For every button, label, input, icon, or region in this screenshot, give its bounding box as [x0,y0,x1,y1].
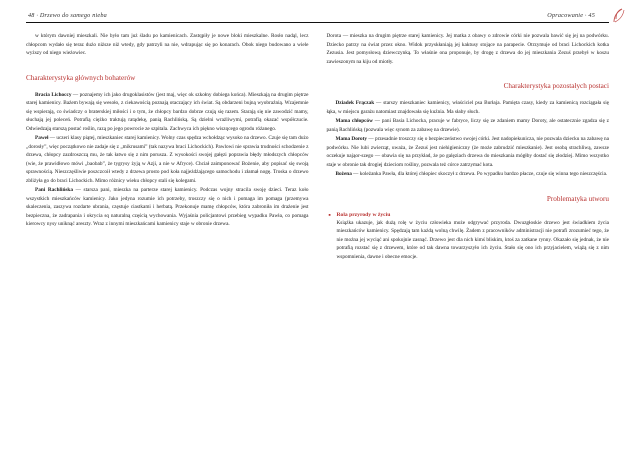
character-name: Pani Rachlińska [35,187,73,193]
character-entry [327,99,610,116]
character-description: — pani Basia Lichocka, pracuje w fabryce, liczy się ze zdaniem mamy Doroty, ale ostatecznie zgadza się z panią Rachlińską (pozwala więc synom za zabawę na drzewie). [326,118,609,133]
character-name: Bracia Lichoccy [35,91,72,98]
section-heading-label: Charakterystyka głównych bohaterów [26,74,140,82]
character-name: Dziadek Frączak [335,100,375,106]
bullet-text: Książka ukazuje, jak dużą rolę w życiu człowieka może odgrywać przyroda. Dwuzgłoskie drzewo jest świadkiem życia mieszkańców kamienicy. Spędzają tam każdą wolną chwilę. Żadem z pracowników administracji nie potrafi zrozumieć tego, że nie można jej wyciąć ani spokojnie zasnąć. Drzewo jest dla nich kimś bliskim, ktoś za zatkane rynny. Okazało się jednak, że nie potrafią rozstać się z drzewem, które od tak dawna towarzyszyło ich życiu. Stało się ono ich przyjacielem, wiążą się z nim wspomnienia, dawne i obecne emocje. [336,219,609,260]
character-name: Bożena [335,171,352,177]
character-description: — przesadnie troszczy się o bezpieczeństwo swojej córki. Jest nadopiekunicza, nie pozwala dziecku na zabawę na podwórku. Nie lubi zwierząt, uważa, że Zezuś jest niehigieniczny (że może zabrudzić mieszkanie). Jest osobą strachliwą, zawsze oczekuje nająor-szego — obawia się na przykład, że po galęziach drzewa do mieszkania mógłby dostać się złodziej. Mimo wszystko staje w obronie tak drogiej dzieciom rośliny, pozwala też córce zatrzymać kota. [326,136,609,168]
columns-container [26,32,609,432]
character-description: — starsza pani, mieszka na parterze starej kamienicy. Podczas wojny stracila swoję dzieci. Teraz koło wszystkich mieszkańców kamienicy. Jako jedyna rozumie ich potrzeby, troszczy się o nich i pomaga im pomaga (przemywa skaleczenia, zaszywa rozdarte ubrania, częstuje ciastkami i herbatą. Przekonuje mamę chłopców, która zabroniła im drażenie jest bezpieczna, że zadrapania i okrycia sq naturalną częścią wychowania. Wyjaśnia policjantowi przebieg wypadku Pawła, co pomaga kierowcy nysy uniknąć areszty. Wraz z innymi mieszkańcami kamienicy staje w obronie drzewa. [26,187,309,227]
section-heading-label: Problematyka utworu [542,195,609,203]
right-column [327,32,610,432]
section-heading-problematics [327,188,610,206]
character-entry [26,91,309,134]
list-item [337,212,610,262]
bullet-title: ■ Rola przyrody w życiu [336,211,391,218]
character-entry [26,134,309,185]
character-entry [26,186,309,229]
character-description: — koleżanka Pawła, dla której chłopiec skoczył z drzewa. Po wypadku bardzo płacze, czuje się winna tego nieszczęścia. [351,171,608,177]
section-heading-other-characters [327,75,610,93]
header-divider [26,22,609,23]
character-name: Paweł [35,135,49,141]
bullet-list [327,212,610,262]
decorative-corner-icon [611,6,627,24]
character-name: Mama Doroty [335,136,368,142]
paragraph: w którym dawniej mieszkali. Nie było tam już śladu po kamienicach. Zastqpiły je nowe bloki mieszkalne. Rosło nadąl, lecz chłopcom wydało się teraz dużo niższe niż wtedy, gdy patrzyli na nie, wdrapując się po konarach. Obok niego budowano a wiele wyższy od niego wieżowiec. [26,33,309,56]
section-heading-main-characters [26,67,309,85]
character-name: Mama chłopców [335,118,373,124]
character-description: — starszy mieszkaniec kamienicy, właściciel psa Burłaja. Pamięta czasy, kiedy za kamienicą rozciągała się łąka, w miejscu garażu natomiast znajdowała się kuźnia. Ma słaby słuch. [326,100,610,115]
header-right-title: Opracowanie · 45 [547,12,595,19]
section-heading-label: Charakterystyka pozostałych postaci [499,82,609,90]
character-entry [327,117,610,134]
character-entry [327,170,610,179]
character-description: — uczeri klasy piątej, mieszkaniec starej kamienicy. Wolny czas spędza wchołdząc wysoko na drzewo. Czuje się tam dużo „dorosły”, więc początkowo nie zadaje się z „mikrusami” (tak nazywa braci Lichockich). Pawlowi nie sprawia trudności schodzenie z drzewa, chłopcy zazdroszczą mu, że tak łatwo się z nim porusza. Z wysokości swojej gałęzi poprawia błędy młodszych chłopców (wie, że prawidłowo mówi „baobab”, że tygrysy żyją w Azji, a nie w Afryce). Chciał zaimponować Bożenie, aby popisać się swoją sprawnością. Nieszczęśliwie poszczcoił wtedy z drzewa prosto pod koła najjeżdżającego samochodu i złamał nogę. Troska o drzewo zbliżyła go do braci Lichockich. Mimo różnicy wieku chłopcy stali się kolegami. [26,135,309,184]
character-description: — poznajemy ich jako drugoklasistów (jest maj, więc ok szkołny dobiega końca). Mieszkają na drugim piętrze starej kamienicy. Bażem bywają się wesoło, z ciekawością poznają otaczający ich świat. Są obdarzeni bujną wyobraźnią. Wzajemnie się wspierają, co świadczy o braterskiej miłości i o tym, że chłopcy bardzo dobrze czują się razem. Starają się nie zawodzić mamy, słuchają jej poleceń. Potrafią ciężko traktują ratądekę, panią Rachlińską. Są dzielni wrażliwymi, potrafią okazać współczucie. Odwiedzają starszą postać roślin, razą po jego powrocie ze szpitala. Zachwyca ich piękno wiszqcego ogrodu różanego. [26,91,309,132]
left-column [26,32,309,432]
paragraph: Dorota — mieszka na drugim piętrze starej kamienicy. Jej matka z obawy o zdrowie córki nie pozwala bawić się jej na podwórku. Dziecko patrzy na świat przez okno. Widok przyskłaniają jej kaktusy stojące na parapecie. Otrzymuje od braci Lichockich kotka Zezusia. Jest pomysłową dziewczynką. To właśnie ona proponuje, by drogę z drzewa do jej mieszkania Zezuś przebył w koszu zawieszonym na kiju od miotły. [326,33,609,65]
page-header [26,12,609,22]
character-entry [327,135,610,169]
header-left-title: 48 · Drzewo do samego nieba [28,12,107,19]
